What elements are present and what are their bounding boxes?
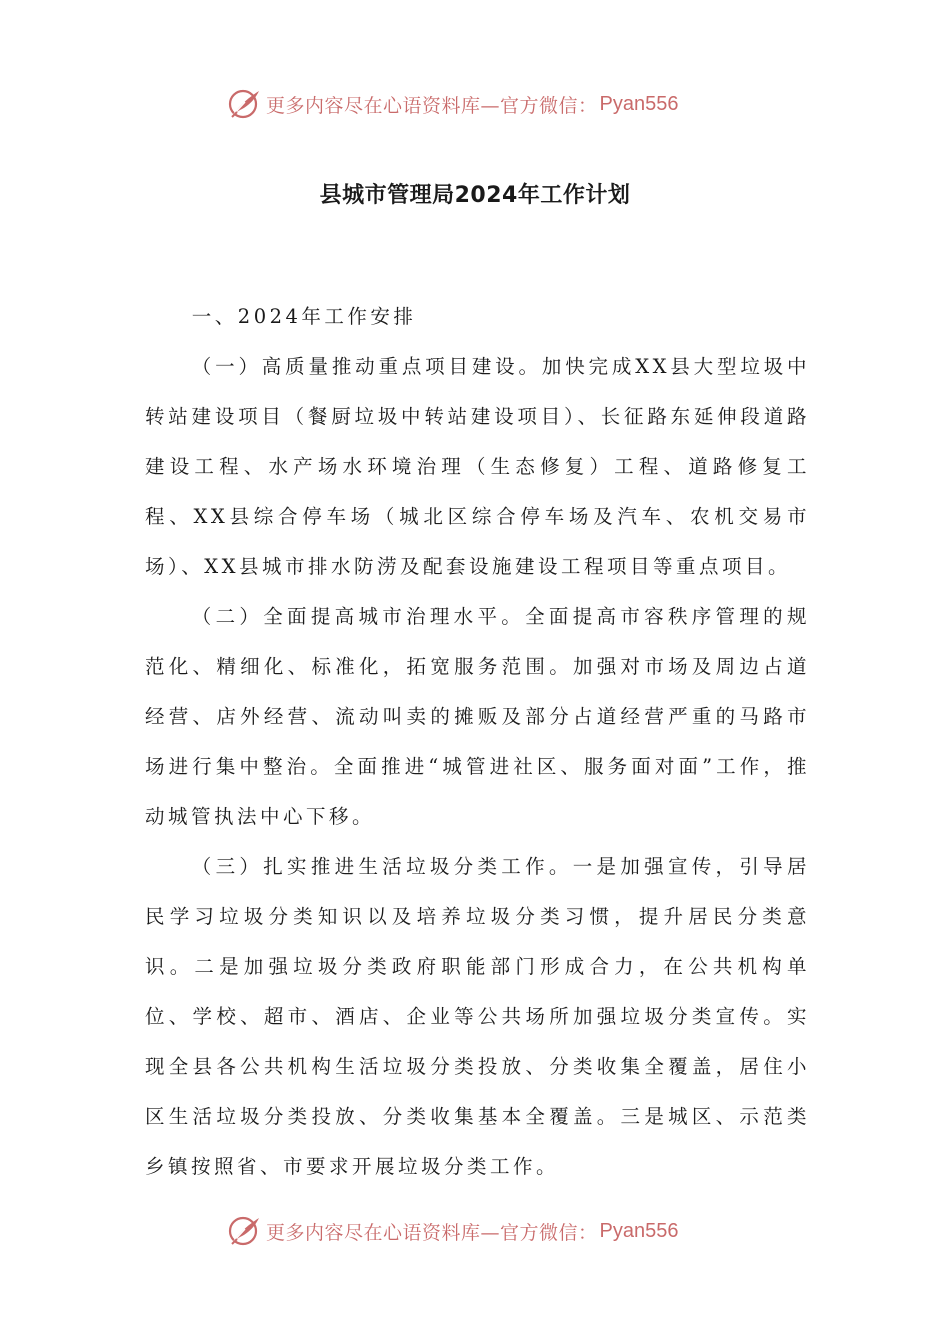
document-title: 县城市管理局2024年工作计划 [319,183,631,208]
banner-text: 更多内容尽在心语资料库—官方微信： [266,94,598,117]
banner-text: 更多内容尽在心语资料库—官方微信： [266,1221,598,1244]
header-watermark-banner [228,84,678,124]
paragraph-2: （二）全面提高城市治理水平。全面提高市容秩序管理的规范化、精细化、标准化，拓宽服务范围。加强对市场及周边占道经营、店外经营、流动叫卖的摊贩及部分占道经营严重的马路市场进行集中整治。全面推进“城管进社区、服务面对面”工作，推动城管执法中心下移。 [145,605,810,828]
banner-wechat-id: Pyan556 [599,1219,679,1242]
paragraph-3: （三）扎实推进生活垃圾分类工作。一是加强宣传，引导居民学习垃圾分类知识以及培养垃圾分类习惯，提升居民分类意识。二是加强垃圾分类政府职能部门形成合力，在公共机构单位、学校、超市、酒店、企业等公共场所加强垃圾分类宣传。实现全县各公共机构生活垃圾分类投放、分类收集全覆盖，居住小区生活垃圾分类投放、分类收集基本全覆盖。三是城区、示范类乡镇按照省、市要求开展垃圾分类工作。 [145,855,810,1178]
paragraph-1: （一）高质量推动重点项目建设。加快完成XX县大型垃圾中转站建设项目（餐厨垃圾中转站建设项目）、长征路东延伸段道路建设工程、水产场水环境治理（生态修复）工程、道路修复工程、XX县综合停车场（城北区综合停车场及汽车、农机交易市场）、XX县城市排水防涝及配套设施建设工程项目等重点项目。 [145,355,810,578]
banner-wechat-id: Pyan556 [599,92,679,115]
footer-watermark-banner [228,1211,678,1251]
section-heading: 一、2024年工作安排 [191,305,417,328]
document-body [145,292,810,1192]
quill-logo-icon [228,1214,262,1248]
quill-logo-icon [228,87,262,121]
